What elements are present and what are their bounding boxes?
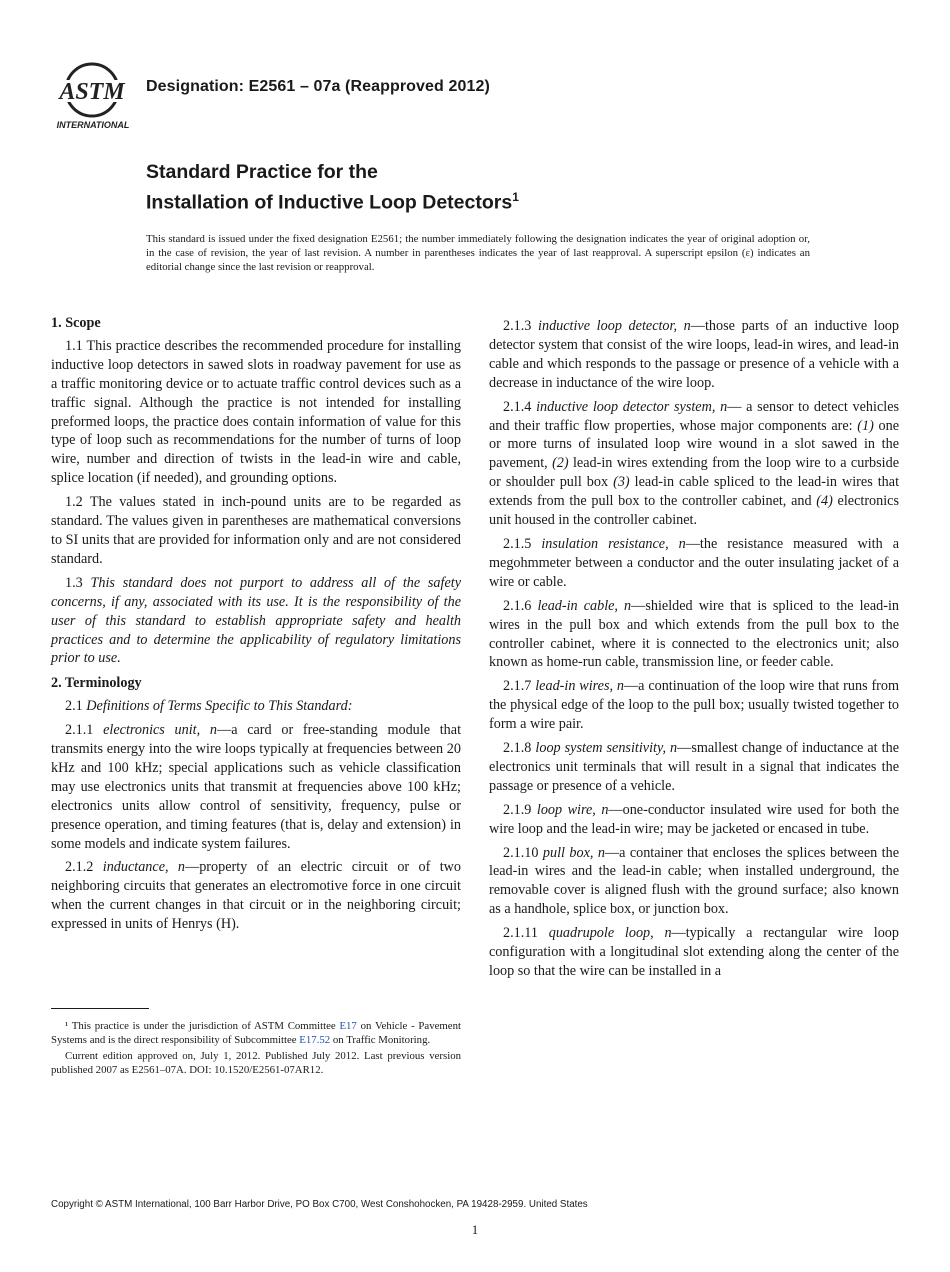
paragraph-number: 1.3 bbox=[65, 574, 91, 591]
list-marker: (1) bbox=[857, 417, 874, 434]
definition-text: —the resistance measured with a megohmmeter between a conductor and the outer insulating jacket of a wire or cable. bbox=[489, 535, 899, 590]
definition-2-1-3 bbox=[489, 317, 899, 393]
defined-term: electronics unit, n bbox=[103, 722, 217, 739]
paragraph-1-2: 1.2 The values stated in inch-pound units are to be regarded as standard. The values given in parentheses are mathematical conversions to SI units that are provided for information only and are not considered standard. bbox=[51, 494, 461, 567]
definition-2-1-4 bbox=[489, 398, 899, 530]
definition-2-1-9 bbox=[489, 801, 899, 839]
title-footnote-marker: 1 bbox=[512, 190, 519, 204]
definition-text: lead-in wires extending from the loop wire to a curbside or shoulder pull box bbox=[489, 455, 899, 491]
footnote-edition: Current edition approved on, July 1, 2012. Published July 2012. Last previous version published 2007 as E2561–07A. DOI: 10.1520/E2561-07AR12. bbox=[51, 1050, 461, 1076]
list-marker: (2) bbox=[552, 455, 569, 472]
paragraph-1-1: 1.1 This practice describes the recommended procedure for installing inductive loop detectors in sawed slots in roadway pavement for use as a traffic monitoring device or to actuate traffic control devices such as a traffic signal. Although the practice is not intended for installing preformed loops, the practice does contain information of value for this type of loop such as recommendations for the number of turns of loop wire, number and direction of twists in the lead-in wire and cable, splice location (if needed), and grounding options. bbox=[51, 337, 461, 487]
definitions-subheading: Definitions of Terms Specific to This Standard: bbox=[86, 698, 353, 715]
definition-text: electronics unit housed in the controller cabinet. bbox=[489, 493, 899, 529]
list-marker: (4) bbox=[816, 493, 833, 510]
scope-heading: 1. Scope bbox=[51, 315, 101, 331]
definition-2-1-1 bbox=[51, 721, 461, 853]
paragraph-number: 2.1.5 bbox=[503, 535, 542, 552]
definition-text: —property of an electric circuit or of two neighboring circuits that generates an electromotive force in one circuit when the current changes in that circuit or in the neighboring circuit; expressed in units of Henrys (H). bbox=[51, 859, 461, 933]
safety-statement: This standard does not purport to address all of the safety concerns, if any, associated with its use. It is the responsibility of the user of this standard to establish appropriate safety and health practices and to determine the applicability of regulatory limitations prior to use. bbox=[51, 574, 461, 667]
defined-term: lead-in cable, n bbox=[537, 597, 632, 614]
definition-text: — a sensor to detect vehicles and their traffic flow properties, whose major components are: bbox=[489, 398, 900, 434]
definition-2-1-5 bbox=[489, 535, 899, 592]
definition-text: one or more turns of insulated loop wire wound in a slot sawed in the pavement, bbox=[489, 417, 899, 472]
definition-text: —typically a rectangular wire loop configuration with a longitudinal slot extending along the center of the loop so that the wire can be installed in a bbox=[489, 925, 899, 979]
terminology-heading: 2. Terminology bbox=[51, 675, 142, 692]
definition-2-1-10 bbox=[489, 844, 899, 920]
right-column bbox=[489, 317, 899, 986]
logo-letters: ASTM bbox=[59, 79, 125, 105]
definition-2-1-11 bbox=[489, 924, 899, 981]
footnote-text: on Vehicle - Pavement Systems and is the direct responsibility of Subcommittee bbox=[51, 1020, 461, 1046]
title-line-2 bbox=[146, 185, 519, 216]
defined-term: insulation resistance, n bbox=[541, 535, 686, 552]
paragraph-2-1 bbox=[51, 697, 461, 716]
paragraph-number: 2.1.7 bbox=[503, 678, 536, 695]
definition-text: —a continuation of the loop wire that runs from the physical edge of the loop to the pull box; usually twisted together to form a wire pair. bbox=[489, 678, 900, 733]
definition-2-1-6 bbox=[489, 597, 899, 673]
definition-text: —shielded wire that is spliced to the lead-in wires in the pull box and which extends from the pull box to the controller cabinet, where it is connected to the electronics unit; also known as home-run cable, transmission line, or feeder cable. bbox=[489, 597, 900, 671]
list-marker: (3) bbox=[613, 474, 630, 491]
footnote-jurisdiction bbox=[51, 1019, 461, 1047]
paragraph-number: 2.1.8 bbox=[503, 740, 536, 757]
footnote-divider bbox=[51, 1008, 149, 1009]
defined-term: inductance, n bbox=[102, 859, 186, 876]
definition-text: lead-in cable spliced to the lead-in wires that extends from the pull box to the controller cabinet, and bbox=[489, 474, 900, 510]
astm-logo bbox=[52, 58, 134, 134]
defined-term: loop system sensitivity, n bbox=[535, 740, 678, 757]
paragraph-number: 2.1.3 bbox=[503, 318, 539, 334]
definition-2-1-7 bbox=[489, 677, 899, 734]
paragraph-number: 2.1.2 bbox=[65, 859, 103, 876]
designation: Designation: E2561 – 07a (Reapproved 2012) bbox=[146, 78, 490, 95]
paragraph-number: 2.1.9 bbox=[503, 801, 537, 818]
astm-logo-graphic bbox=[52, 58, 134, 134]
committee-link[interactable]: E17 bbox=[339, 1020, 357, 1032]
paragraph-number: 2.1.10 bbox=[503, 844, 543, 861]
paragraph-1-3 bbox=[51, 574, 461, 669]
title-line-2-text: Installation of Inductive Loop Detectors bbox=[146, 191, 513, 214]
page-number: 1 bbox=[471, 1222, 479, 1237]
definition-2-1-8 bbox=[489, 739, 899, 796]
definition-text: —smallest change of inductance at the electronics unit terminals that will result in a signal that indicates the passage or presence of a vehicle. bbox=[489, 740, 899, 794]
defined-term: quadrupole loop, n bbox=[548, 925, 672, 942]
definition-text: —one-conductor insulated wire used for both the wire loop and the lead-in wire; may be jacketed or encased in tube. bbox=[489, 801, 900, 837]
logo-wordmark: INTERNATIONAL bbox=[56, 120, 130, 130]
defined-term: lead-in wires, n bbox=[535, 678, 624, 695]
paragraph-number: 2.1.6 bbox=[503, 597, 538, 614]
defined-term: inductive loop detector system, n bbox=[536, 398, 728, 415]
copyright-line: Copyright © ASTM International, 100 Barr Harbor Drive, PO Box C700, West Conshohocken, PA 19428-2959. United States bbox=[51, 1199, 588, 1210]
issuance-notice: This standard is issued under the fixed designation E2561; the number immediately following the designation indicates the year of original adoption or, in the case of revision, the year of last revision. A number in parentheses indicates the year of last reapproval. A superscript epsilon (ε) indicates an editorial change since the last revision or reapproval. bbox=[146, 233, 810, 273]
paragraph-number: 2.1 bbox=[65, 698, 87, 715]
defined-term: loop wire, n bbox=[536, 801, 609, 818]
definition-text: —those parts of an inductive loop detector system that consist of the wire loops, lead-in wires, and lead-in cable and which responds to the passage or presence of a vehicle with a decrease in inductance of the wire loop. bbox=[489, 318, 899, 391]
paragraph-number: 2.1.1 bbox=[65, 722, 104, 739]
paragraph-number: 2.1.11 bbox=[503, 925, 549, 942]
paragraph-number: 2.1.4 bbox=[503, 398, 537, 415]
left-column bbox=[51, 314, 461, 939]
defined-term: inductive loop detector, n bbox=[538, 318, 691, 334]
title-line-1: Standard Practice for the bbox=[146, 161, 378, 183]
definition-2-1-2 bbox=[51, 858, 461, 934]
footnote bbox=[51, 1019, 461, 1077]
definition-text: —a card or free-standing module that transmits energy into the wire loops typically at frequencies between 20 kHz and 100 kHz; special applications such as vehicle classification may use electronics units that transmit at frequencies above 100 kHz; electronics units allow control of sensitivity, frequency, pulse or presence operation, and timing features (that is, delay and extension) in some models and indicate system failures. bbox=[51, 722, 462, 852]
defined-term: pull box, n bbox=[542, 844, 605, 861]
footnote-text: on Traffic Monitoring. bbox=[330, 1034, 431, 1046]
footnote-text: ¹ This practice is under the jurisdiction of ASTM Committee bbox=[65, 1020, 340, 1032]
definition-text: —a container that encloses the splices between the lead-in wires and the lead-in cable; when installed underground, the removable cover is aligned flush with the ground surface; also known as a handhole, splice box, or junction box. bbox=[489, 844, 899, 918]
document-title bbox=[146, 160, 519, 216]
subcommittee-link[interactable]: E17.52 bbox=[299, 1034, 331, 1046]
